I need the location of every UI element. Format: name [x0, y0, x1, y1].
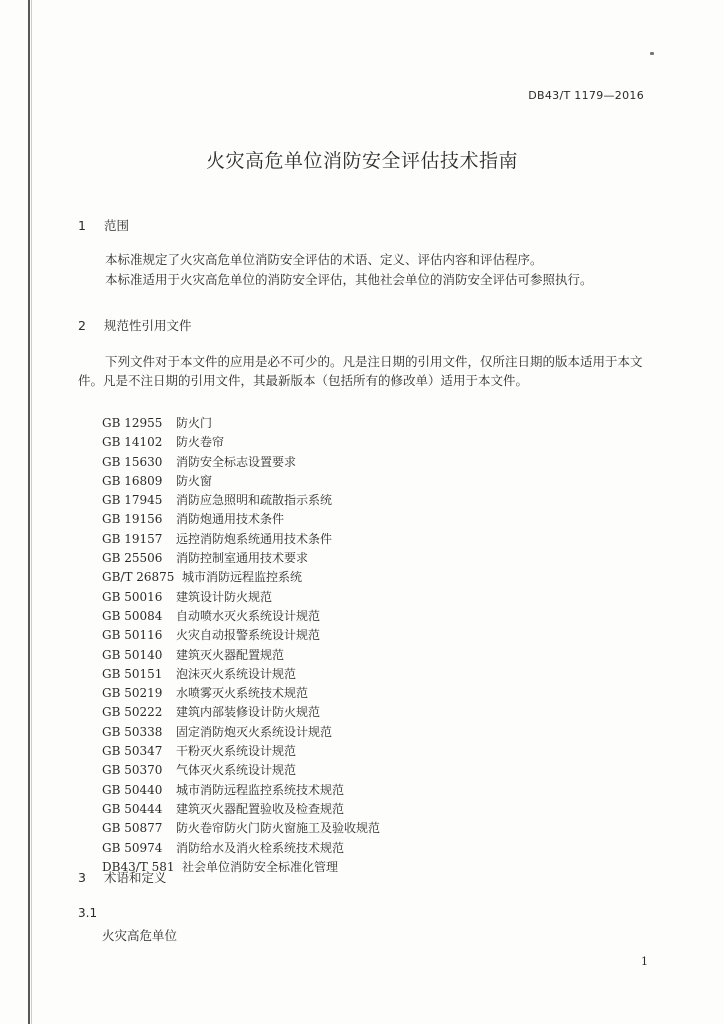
reference-code: GB 14102: [102, 435, 163, 450]
scan-speck: [650, 52, 654, 55]
reference-code: GB 50974: [102, 840, 163, 855]
reference-code: GB 25506: [102, 551, 163, 566]
reference-name: 火灾自动报警系统设计规范: [176, 628, 321, 643]
reference-name: 防火门: [176, 416, 213, 430]
reference-name: 水喷雾灭火系统技术规范: [176, 686, 309, 701]
reference-name: 城市消防远程监控系统技术规范: [176, 782, 345, 797]
reference-name: 建筑设计防火规范: [176, 589, 273, 604]
reference-name: 建筑灭火器配置规范: [176, 647, 285, 662]
reference-item: [102, 414, 380, 433]
reference-item: [102, 530, 380, 549]
reference-code: GB 50440: [102, 782, 163, 797]
reference-item: [102, 607, 380, 626]
reference-code: GB 50016: [102, 589, 163, 604]
document-title: 火灾高危单位消防安全评估技术指南: [205, 150, 518, 172]
reference-code: GB 50338: [102, 724, 163, 739]
reference-name: 建筑灭火器配置验收及检查规范: [176, 801, 345, 816]
reference-item: [102, 453, 380, 472]
scope-paragraph-2: 本标准适用于火灾高危单位的消防安全评估，其他社会单位的消防安全评估可参照执行。: [105, 272, 593, 287]
reference-code: GB 50084: [102, 608, 163, 623]
reference-item: [102, 665, 380, 684]
reference-code: GB 50444: [102, 801, 163, 816]
section-1-heading: [78, 216, 129, 234]
reference-code: GB 17945: [102, 493, 163, 508]
section-3-heading: [78, 868, 167, 886]
reference-name: 气体灭火系统设计规范: [176, 763, 297, 778]
reference-code: GB 50877: [102, 821, 163, 836]
reference-name: 固定消防炮灭火系统设计规范: [176, 724, 333, 739]
reference-name: 泡沫灭火系统设计规范: [176, 666, 297, 681]
reference-item: [102, 568, 380, 587]
reference-item: [102, 549, 380, 568]
reference-name: 防火窗: [176, 473, 213, 488]
reference-code: GB 19157: [102, 531, 163, 546]
reference-code: GB 50116: [102, 628, 163, 643]
reference-code: GB 50151: [102, 666, 163, 681]
reference-name: 城市消防远程监控系统: [182, 570, 303, 585]
reference-name: 消防安全标志设置要求: [176, 454, 297, 469]
section-number: 3: [78, 870, 86, 885]
reference-name: 防火卷帘防火门防火窗施工及验收规范: [176, 821, 381, 836]
reference-name: 社会单位消防安全标准化管理: [182, 859, 339, 874]
reference-item: [102, 703, 380, 722]
reference-code: GB/T 26875: [102, 570, 175, 585]
reference-item: [102, 742, 380, 761]
section-title: 范围: [103, 218, 129, 233]
standard-code: DB43/T 1179—2016: [528, 89, 644, 102]
reference-code: GB 50222: [102, 705, 163, 720]
reference-name: 消防给水及消火栓系统技术规范: [176, 840, 345, 855]
section-number: 2: [78, 318, 86, 333]
reference-item: [102, 800, 380, 819]
reference-item: [102, 781, 380, 800]
section-2-heading: [78, 316, 192, 334]
reference-name: 远控消防炮系统通用技术条件: [176, 531, 333, 546]
reference-name: 消防控制室通用技术要求: [176, 551, 309, 566]
reference-code: GB 15630: [102, 454, 163, 469]
references-intro: 下列文件对于本文件的应用是必不可少的。凡是注日期的引用文件，仅所注日期的版本适用于本文件。凡是不注日期的引用文件，其最新版本（包括所有的修改单）适用于本文件。: [78, 354, 643, 388]
section-title: 术语和定义: [103, 870, 167, 885]
reference-name: 消防应急照明和疏散指示系统: [176, 493, 333, 508]
reference-name: 自动喷水灭火系统设计规范: [176, 608, 321, 623]
reference-name: 消防炮通用技术条件: [176, 512, 285, 527]
reference-list: [102, 414, 380, 877]
reference-item: [102, 588, 380, 607]
reference-item: [102, 819, 380, 838]
reference-item: [102, 684, 380, 703]
section-number: 1: [78, 218, 86, 233]
section-title: 规范性引用文件: [103, 318, 192, 333]
reference-code: GB 16809: [102, 473, 163, 488]
reference-code: GB 19156: [102, 512, 163, 527]
reference-item: [102, 510, 380, 529]
reference-code: GB 50347: [102, 744, 163, 759]
subsection-number: 3.1: [78, 906, 98, 920]
reference-item: [102, 646, 380, 665]
reference-item: [102, 491, 380, 510]
reference-code: GB 12955: [102, 416, 163, 430]
term-heading: 火灾高危单位: [102, 928, 178, 943]
reference-code: GB 50219: [102, 686, 163, 701]
reference-code: GB 50140: [102, 647, 163, 662]
scope-paragraph-1: 本标准规定了火灾高危单位消防安全评估的术语、定义、评估内容和评估程序。: [105, 252, 543, 267]
reference-item: [102, 626, 380, 645]
reference-code: DB43/T 581: [102, 859, 175, 874]
reference-item: [102, 839, 380, 858]
reference-item: [102, 761, 380, 780]
reference-item: [102, 723, 380, 742]
reference-name: 干粉灭火系统设计规范: [176, 744, 297, 759]
reference-name: 建筑内部装修设计防火规范: [176, 705, 321, 720]
page-number: 1: [641, 955, 648, 968]
reference-item: [102, 433, 380, 452]
reference-item: [102, 472, 380, 491]
reference-code: GB 50370: [102, 763, 163, 778]
reference-name: 防火卷帘: [176, 435, 225, 450]
